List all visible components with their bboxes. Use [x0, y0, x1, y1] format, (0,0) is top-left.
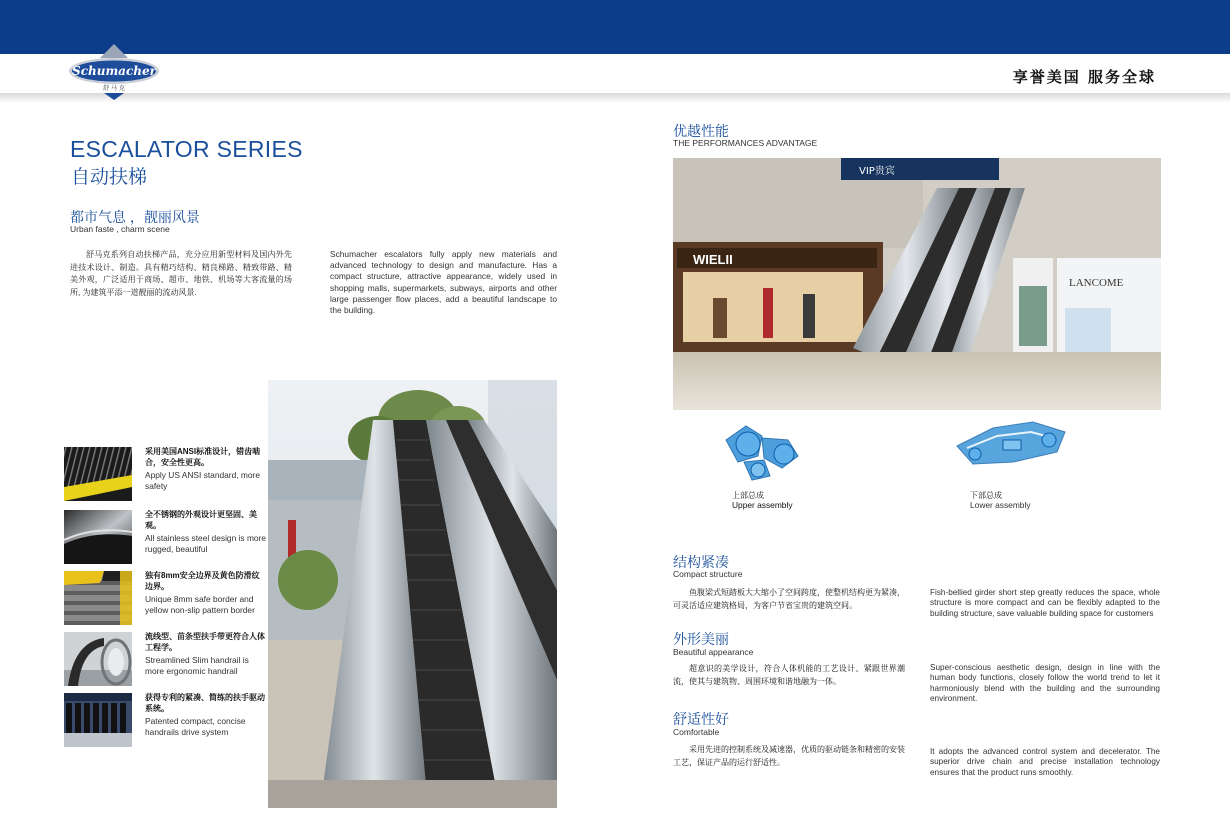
- feature-item: [64, 632, 264, 686]
- perf-title-en: THE PERFORMANCES ADVANTAGE: [673, 138, 818, 148]
- lower-assembly-label-en: Lower assembly: [970, 500, 1031, 510]
- urban-heading-en: Urban faste , charm scene: [70, 224, 170, 234]
- advantage-title-cn: 结构紧凑: [673, 554, 729, 570]
- drive-system-icon: [64, 693, 132, 747]
- advantage-title-en: Compact structure: [673, 569, 743, 579]
- perf-title-cn: 优越性能: [673, 123, 729, 139]
- feature-cn: 全不锈钢的外观设计更坚固、美观。: [145, 510, 257, 530]
- feature-cn: 获得专利的紧凑、简练的扶手驱动系统。: [145, 693, 265, 713]
- slogan: 享誉美国 服务全球: [1012, 68, 1156, 86]
- brand-logo: [66, 44, 162, 100]
- feature-item: [64, 693, 264, 747]
- feature-en: Streamlined Slim handrail is more ergonomic handrail: [145, 655, 249, 676]
- urban-heading-cn: 都市气息 ，靓丽风景: [70, 209, 200, 225]
- handrail-icon: [64, 632, 132, 686]
- feature-en: Patented compact, concise handrails drive system: [145, 716, 246, 737]
- step-border-icon: [64, 571, 132, 625]
- feature-cn: 采用美国ANSI标准设计，错齿啮合，安全性更高。: [145, 447, 261, 467]
- advantage-text-cn: 鱼腹梁式短踏板大大缩小了空间跨度，使整机结构更为紧凑，可灵活适应建筑格局，为客户节省宝贵的建筑空间。: [673, 588, 905, 610]
- feature-cn: 独有8mm安全边界及黄色防滑纹边界。: [145, 571, 260, 591]
- header-divider: [0, 93, 1230, 103]
- feature-cn: 流线型、苗条型扶手带更符合人体工程学。: [145, 632, 265, 652]
- stainless-panel-icon: [64, 510, 132, 564]
- feature-en: Unique 8mm safe border and yellow non-slip pattern border: [145, 594, 255, 615]
- escalator-photo-outdoor: [268, 380, 557, 808]
- feature-en: All stainless steel design is more rugged, beautiful: [145, 533, 267, 554]
- comb-plate-icon: [64, 447, 132, 501]
- advantage-text-en: Super-conscious aesthetic design, design in line with the human body functions, closely follow the world trend to let it harmoniously blend with the building and the surrounding environment.: [930, 663, 1160, 704]
- series-title: ESCALATOR SERIES: [70, 136, 303, 162]
- advantage-title-cn: 外形美丽: [673, 631, 729, 647]
- top-banner: [0, 0, 1230, 54]
- intro-paragraph-cn: 舒马克系列自动扶梯产品，充分应用新型材料及国内外先进技术设计、制造。具有精巧结构、精良梯路、精致带路、精美外观，广泛适用于商场、超市、地铁、机场等大客流量的场所, 为建筑平添一道靓丽的流动风景.: [70, 250, 292, 297]
- advantage-title-en: Comfortable: [673, 727, 720, 737]
- brand-sign: LANCOME: [1069, 277, 1124, 289]
- feature-item: [64, 571, 264, 625]
- feature-item: [64, 510, 267, 564]
- brand-name: Schumacher: [72, 64, 156, 78]
- upper-assembly-label-cn: 上部总成: [732, 491, 764, 500]
- upper-assembly-diagram: [718, 416, 806, 482]
- lower-assembly-label-cn: 下部总成: [970, 491, 1002, 500]
- shop-sign: WIELII: [693, 252, 733, 267]
- intro-paragraph-en: Schumacher escalators fully apply new materials and advanced technology to design and manufacture. Has a compact structure, attractive appearance, widely used in shopping malls, supermarkets, subways, airports and other large passenger flow places, add a beautiful landscape to the building.: [330, 249, 557, 316]
- advantage-text-en: Fish-bellied girder short step greatly reduces the space, whole structure is more compact and can be flexibly adapted to the building structure, save valuable building space for customers: [930, 588, 1160, 618]
- series-title-cn: 自动扶梯: [71, 167, 148, 188]
- advantage-text-cn: 采用先进的控制系统及减速器，优质的驱动链条和精密的安装工艺，保证产品的运行舒适性。: [673, 745, 905, 767]
- feature-item: [64, 447, 264, 501]
- advantage-title-en: Beautiful appearance: [673, 647, 754, 657]
- lower-assembly-diagram: [953, 418, 1068, 470]
- brand-cn: 舒 马 克: [103, 85, 125, 92]
- advantage-text-cn: 超意识的美学设计，符合人体机能的工艺设计、紧跟世界潮流，使其与建筑物、周围环境和谐地融为一体。: [673, 664, 905, 686]
- feature-en: Apply US ANSI standard, more safety: [145, 470, 260, 491]
- vip-sign: VIP贵宾: [859, 166, 895, 177]
- advantage-text-en: It adopts the advanced control system and decelerator. The superior drive chain and precise installation technology ensures that the product runs smoothly.: [930, 747, 1160, 777]
- advantage-title-cn: 舒适性好: [673, 711, 729, 727]
- escalator-photo-mall: [673, 158, 1161, 410]
- upper-assembly-label-en: Upper assembly: [732, 500, 793, 510]
